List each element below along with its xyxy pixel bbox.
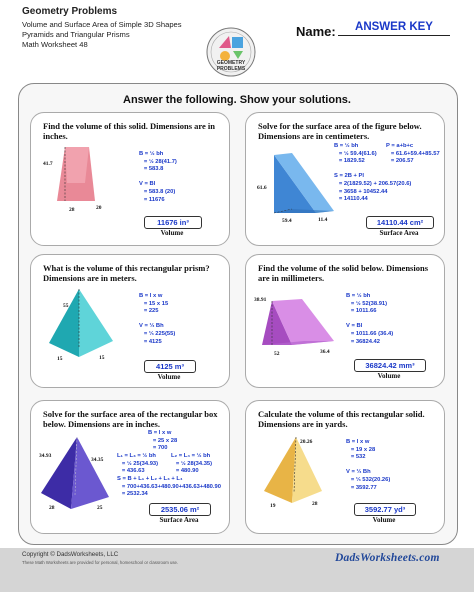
dim-length: 28	[49, 505, 55, 511]
answer-key-field: ANSWER KEY	[338, 21, 450, 36]
dim-length: 20	[96, 205, 102, 211]
dim-width: 25	[97, 505, 103, 511]
problem-1-panel	[30, 112, 230, 246]
dim-height: 38.91	[254, 297, 267, 303]
problem-2-question: Solve for the surface area of the figure below. Dimensions are in centimeters.	[258, 121, 422, 141]
usage-note: These Math Worksheets are provided for personal, homeschool or classroom use.	[22, 560, 179, 565]
triangular-prism-figure	[252, 287, 338, 367]
dim-length: 36.4	[320, 349, 330, 355]
dim-slant-2: 34.35	[91, 457, 104, 463]
problem-1-solution: B = ½ bh = ½ 28(41.7) = 583.8 V = Bl = 583.8 (20) = 11676	[139, 151, 177, 203]
rectangular-pyramid-figure	[35, 431, 121, 511]
problem-5-unit: Surface Area	[159, 516, 199, 524]
dim-length: 15	[57, 356, 63, 362]
triangular-prism-figure	[39, 143, 125, 223]
problem-1-question: Find the volume of this solid. Dimensions are in inches.	[43, 121, 215, 141]
problem-3-question: What is the volume of this rectangular prism? Dimensions are in meters.	[43, 263, 210, 283]
problem-2-solution-left: B = ½ bh = ½ 59.4(61.6) = 1829.52 S = 2B + Pl = 2(1829.52) + 206.57(20.6) = 3658 + 10452.44 = 14110.44	[334, 143, 412, 203]
problem-6-unit: Volume	[372, 516, 396, 524]
problem-6-panel	[245, 400, 445, 534]
problem-3-solution: B = l x w = 15 x 15 = 225 V = ⅓ Bh = ⅓ 225(55) = 4125	[139, 293, 176, 345]
problem-4-question: Find the volume of the solid below. Dimensions are in millimeters.	[258, 263, 429, 283]
dim-width: 15	[99, 355, 105, 361]
worksheet-topic: Pyramids and Triangular Prisms	[22, 30, 130, 39]
problem-3-panel	[30, 254, 230, 388]
svg-text:PROBLEMS: PROBLEMS	[216, 66, 246, 72]
brand-logo[interactable]: DadsWorksheets.com	[335, 552, 440, 564]
problem-1-answer: 11676 in³	[144, 216, 202, 229]
problem-5-answer: 2535.06 m²	[149, 503, 211, 516]
worksheet-title: Geometry Problems	[22, 6, 118, 17]
problem-4-answer: 36824.42 mm³	[354, 359, 426, 372]
dim-slant-1: 34.93	[39, 453, 52, 459]
problem-2-panel	[245, 112, 445, 246]
svg-text:GEOMETRY: GEOMETRY	[216, 60, 246, 66]
copyright-text: Copyright © DadsWorksheets, LLC	[22, 551, 119, 558]
problem-2-answer: 14110.44 cm²	[366, 216, 434, 229]
problem-5-solution-total: S = B + L₁ + L₂ + L₃ + L₄ = 700+436.63+480.90+436.63+480.90 = 2532.34	[117, 476, 221, 498]
instructions: Answer the following. Show your solutions.	[123, 94, 351, 106]
dim-width: 19	[270, 503, 276, 509]
square-pyramid-figure	[39, 285, 125, 365]
right-triangular-prism-figure	[252, 145, 338, 225]
problem-1-unit: Volume	[160, 229, 184, 237]
worksheet-subtitle: Volume and Surface Area of Simple 3D Shapes	[22, 20, 182, 29]
worksheet-number: Math Worksheet 48	[22, 40, 88, 49]
problem-4-solution: B = ½ bh = ½ 52(38.91) = 1011.66 V = Bl = 1011.66 (36.4) = 36824.42	[346, 293, 394, 345]
problem-2-unit: Surface Area	[379, 229, 419, 237]
problem-5-solution-l1: L₁ = L₃ = ½ bh = ½ 25(34.93) = 436.63	[117, 453, 159, 475]
problem-5-panel	[30, 400, 230, 534]
dim-length: 28	[312, 501, 318, 507]
rectangular-pyramid-figure	[252, 431, 338, 511]
dim-base: 59.4	[282, 218, 292, 224]
dim-height: 61.6	[257, 185, 267, 191]
problem-3-unit: Volume	[157, 373, 181, 381]
dim-length: 11.4	[318, 217, 328, 223]
geometry-seal-logo	[205, 26, 257, 78]
name-label: Name:	[296, 24, 336, 39]
dim-height: 20.26	[300, 439, 313, 445]
dim-height: 41.7	[43, 161, 53, 167]
dim-base: 28	[69, 207, 75, 213]
problem-6-question: Calculate the volume of this rectangular solid. Dimensions are in yards.	[258, 409, 425, 429]
problem-5-solution-l2: L₂ = L₄ = ½ bh = ½ 28(34.35) = 480.90	[171, 453, 213, 475]
problem-3-answer: 4125 m³	[144, 360, 196, 373]
problem-6-solution: B = l x w = 19 x 28 = 532 V = ⅓ Bh = ⅓ 532(20.26) = 3592.77	[346, 439, 391, 491]
problem-4-unit: Volume	[377, 372, 401, 380]
problem-2-solution-right: P = a+b+c = 61.6+59.4+85.57 = 206.57	[386, 143, 440, 165]
dim-base: 52	[274, 351, 280, 357]
problem-6-answer: 3592.77 yd³	[354, 503, 416, 516]
problem-5-question: Solve for the surface area of the rectangular box below. Dimensions are in inches.	[43, 409, 218, 429]
problem-5-solution-base: B = l x w = 25 x 28 = 700	[148, 430, 178, 452]
dim-height: 55	[63, 303, 69, 309]
problem-4-panel	[245, 254, 445, 388]
